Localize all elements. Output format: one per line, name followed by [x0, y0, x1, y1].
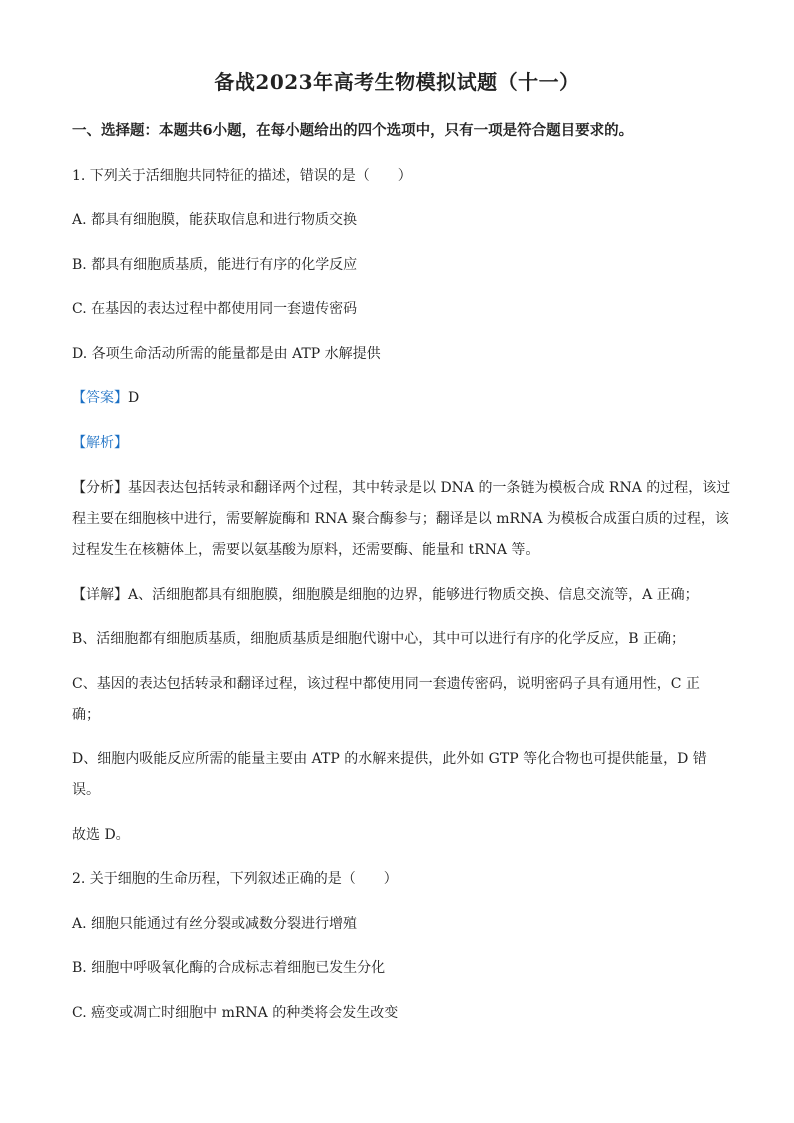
fenxi-text-1: 基因表达包括转录和翻译两个过程，其中转录是以 DNA 的一条链为模板合成 RNA 的过程，该过	[128, 480, 731, 496]
question-2-option-b: B. 细胞中呼吸氧化酶的合成标志着细胞已发生分化	[72, 960, 386, 976]
question-2-option-a: A. 细胞只能通过有丝分裂或减数分裂进行增殖	[72, 916, 358, 932]
xiangjie-line-6: 误。	[72, 782, 100, 798]
answer-value: D	[128, 390, 140, 406]
question-1-option-c: C. 在基因的表达过程中都使用同一套遗传密码	[72, 301, 358, 317]
question-1-option-a: A. 都具有细胞膜，能获取信息和进行物质交换	[72, 212, 358, 228]
question-1-option-b: B. 都具有细胞质基质，能进行有序的化学反应	[72, 257, 358, 273]
conclusion-line: 故选 D。	[72, 827, 130, 843]
xiangjie-line-1	[72, 585, 699, 605]
fenxi-line-1	[72, 478, 731, 498]
fenxi-line-2: 程主要在细胞核中进行，需要解旋酶和 RNA 聚合酶参与；翻译是以 mRNA 为模板合成蛋白质的过程，该	[72, 511, 729, 527]
xiangjie-line-4: 确；	[72, 707, 100, 723]
section-heading: 一、选择题：本题共6小题，在每小题给出的四个选项中，只有一项是符合题目要求的。	[72, 122, 634, 139]
answer-line	[72, 388, 139, 408]
fenxi-label: 【分析】	[72, 480, 128, 496]
question-2-stem: 2. 关于细胞的生命历程，下列叙述正确的是（ ）	[72, 871, 398, 887]
question-1-option-d: D. 各项生命活动所需的能量都是由 ATP 水解提供	[72, 346, 381, 362]
xiangjie-line-2: B、活细胞都有细胞质基质，细胞质基质是细胞代谢中心，其中可以进行有序的化学反应，B 正确；	[72, 631, 686, 647]
page-title: 备战2023年高考生物模拟试题（十一）	[214, 70, 580, 94]
question-2-option-c: C. 癌变或凋亡时细胞中 mRNA 的种类将会发生改变	[72, 1005, 399, 1021]
xiangjie-line-3: C、基因的表达包括转录和翻译过程，该过程中都使用同一套遗传密码，说明密码子具有通用性，C 正	[72, 676, 700, 692]
xiangjie-line-5: D、细胞内吸能反应所需的能量主要由 ATP 的水解来提供，此外如 GTP 等化合物也可提供能量，D 错	[72, 751, 707, 767]
xiangjie-text-1: A、活细胞都具有细胞膜，细胞膜是细胞的边界，能够进行物质交换、信息交流等，A 正确；	[128, 587, 699, 603]
xiangjie-label: 【详解】	[72, 587, 128, 603]
fenxi-line-3: 过程发生在核糖体上，需要以氨基酸为原料，还需要酶、能量和 tRNA 等。	[72, 542, 540, 558]
answer-label: 【答案】	[72, 390, 128, 406]
question-1-stem: 1. 下列关于活细胞共同特征的描述，错误的是（ ）	[72, 168, 412, 184]
analysis-label-text: 【解析】	[72, 435, 128, 451]
analysis-label	[72, 433, 128, 453]
